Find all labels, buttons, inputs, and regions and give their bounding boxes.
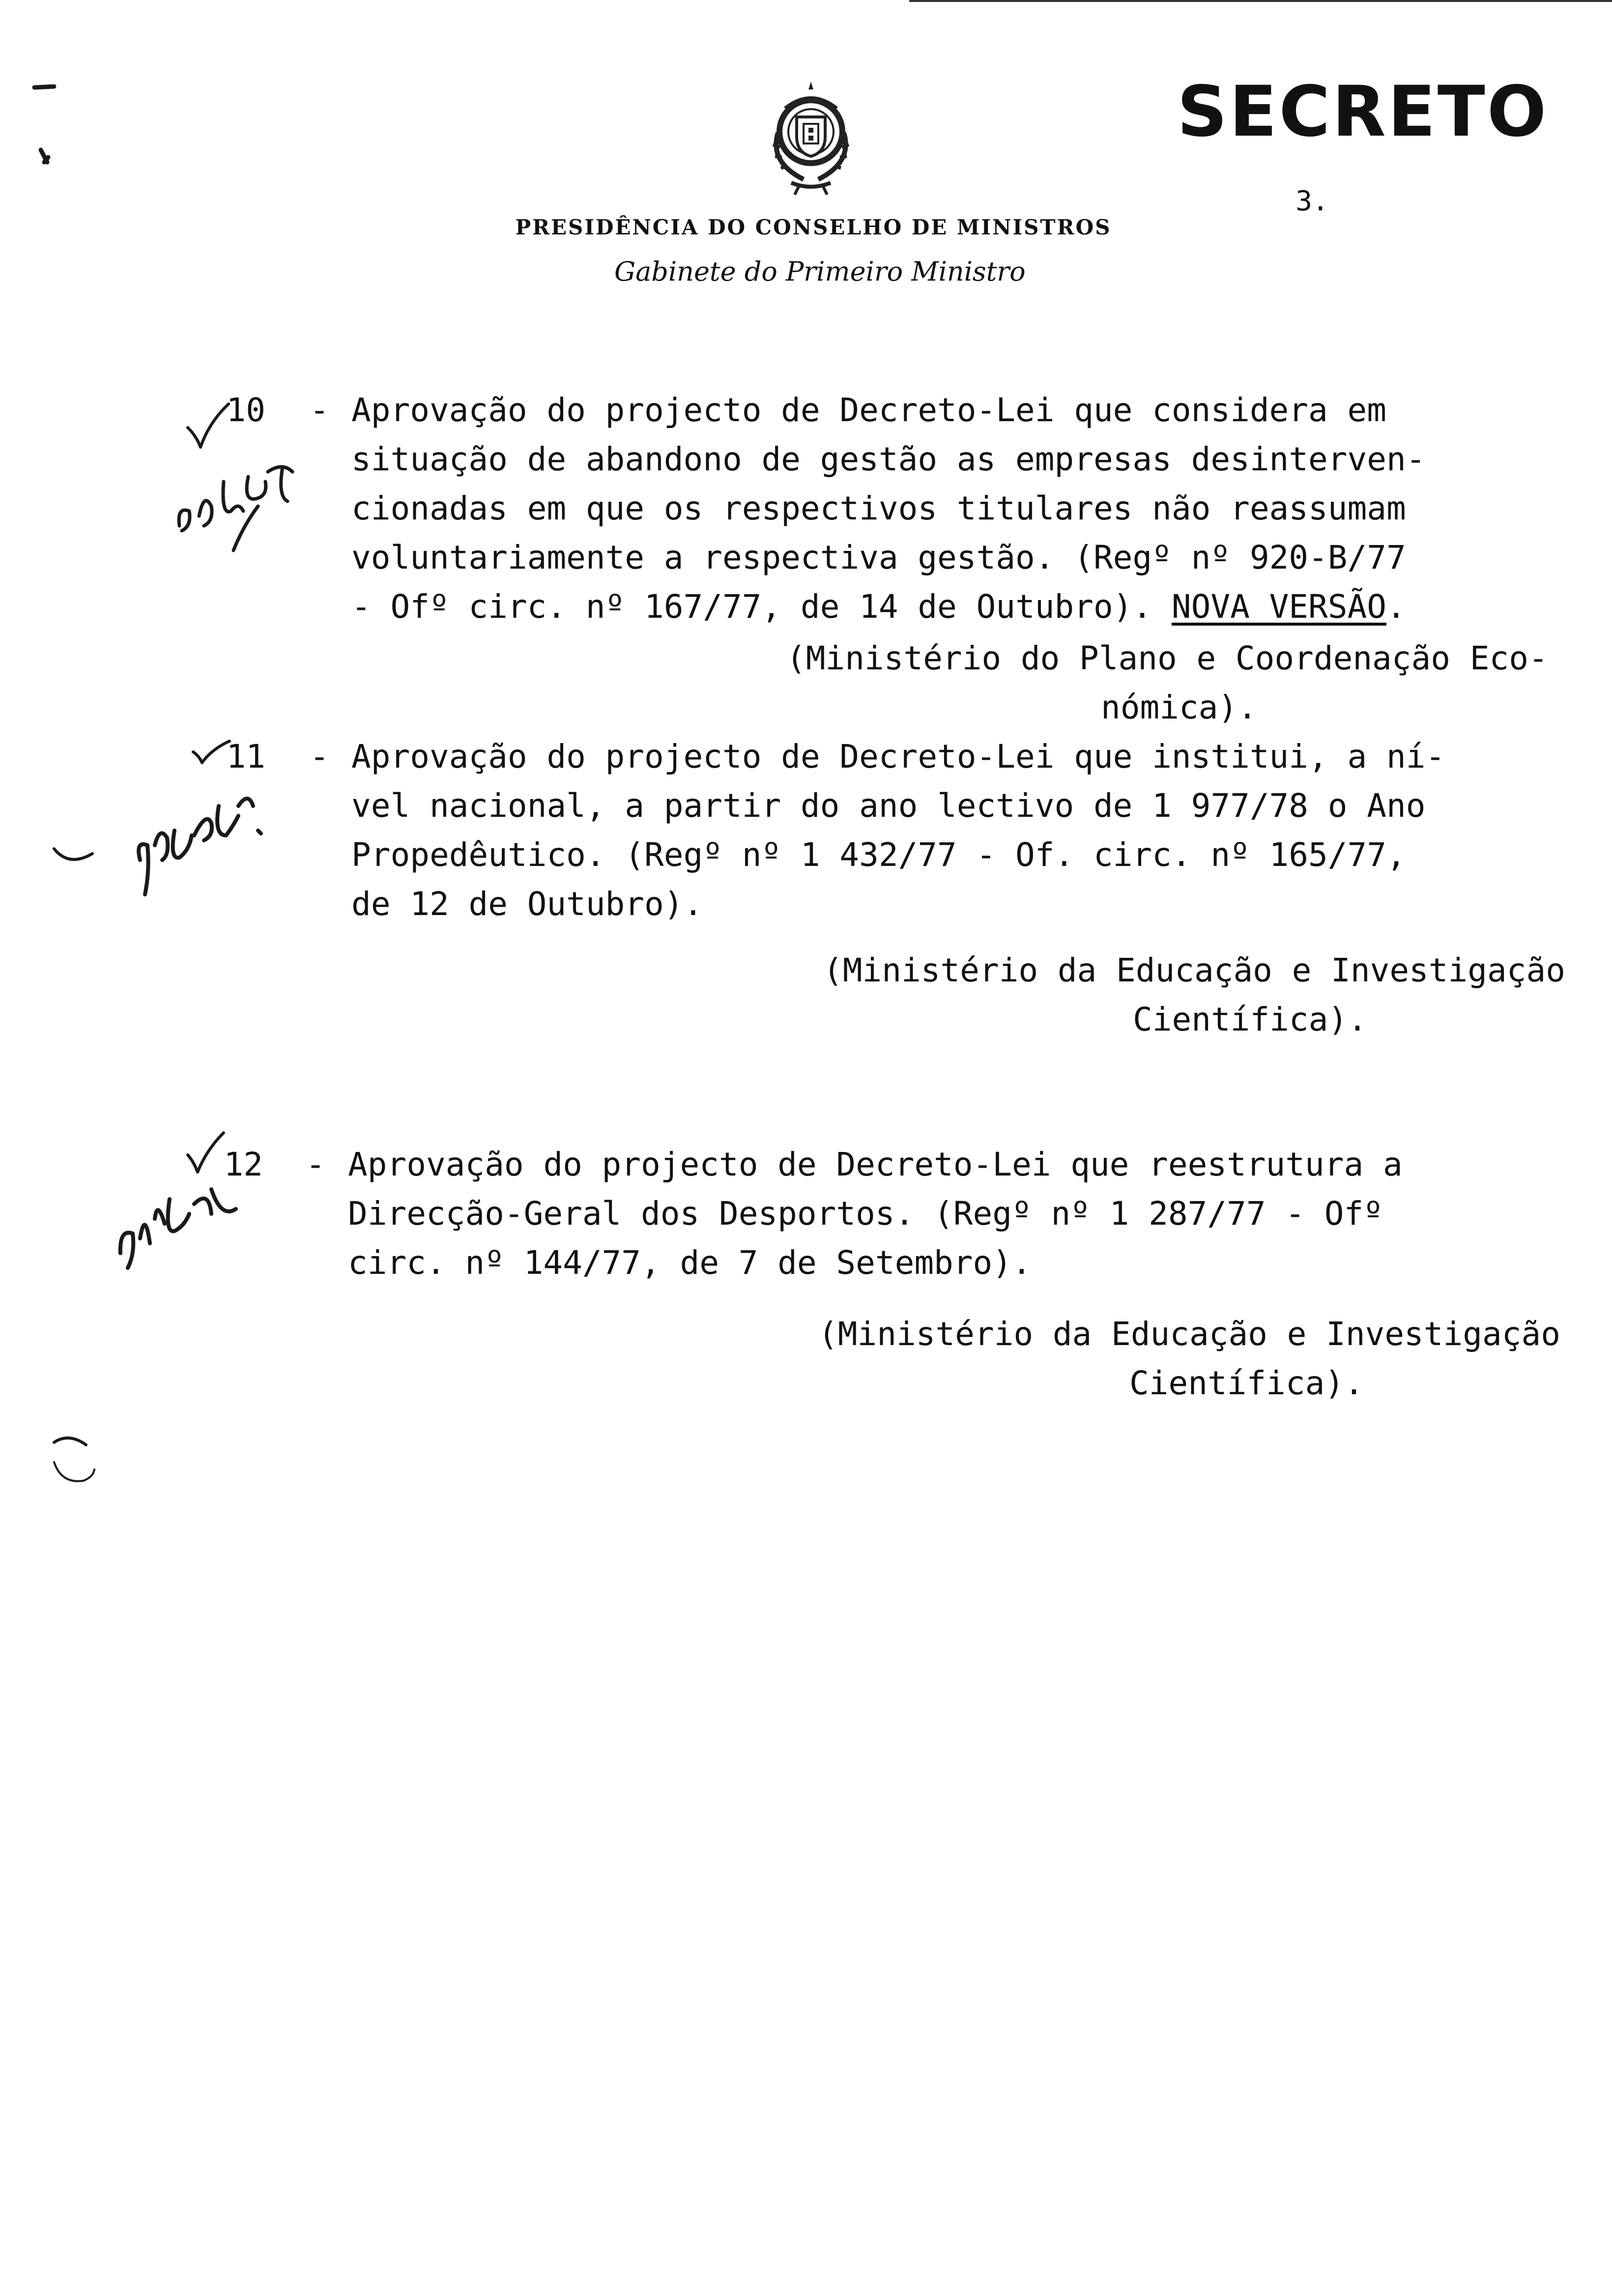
item-text-line: Aprovação do projecto de Decreto-Lei que considera em: [351, 391, 1386, 429]
organization-name: PRESIDÊNCIA DO CONSELHO DE MINISTROS: [515, 215, 1112, 239]
curve-mark: [49, 843, 98, 872]
item-dash: -: [310, 391, 329, 429]
item-number: 12: [224, 1146, 263, 1183]
new-version-label: NOVA VERSÃO: [1171, 588, 1386, 626]
margin-tick-mark: [33, 143, 58, 177]
item-text-line: vel nacional, a partir do ano lectivo de 1 977/78 o Ano: [351, 787, 1426, 825]
item-text-line: [351, 582, 1406, 631]
punch-hole-mark: [39, 1428, 108, 1492]
ministry-line: (Ministério do Plano e Coordenação Eco-: [786, 639, 1548, 677]
page-number: 3.: [1295, 185, 1329, 217]
item-dash: -: [310, 738, 329, 775]
item-number: 11: [226, 738, 265, 775]
item-dash: -: [306, 1146, 325, 1183]
item-text-line: Propedêutico. (Regº nº 1 432/77 - Of. circ. nº 165/77,: [351, 836, 1406, 874]
item-text-line: circ. nº 144/77, de 7 de Setembro).: [348, 1244, 1032, 1282]
ministry-line: Científica).: [1133, 1001, 1367, 1038]
portuguese-coat-of-arms-icon: [749, 79, 872, 197]
item-text-line: Aprovação do projecto de Decreto-Lei que reestrutura a: [348, 1146, 1403, 1183]
item-text-line: cionadas em que os respectivos titulares não reassumam: [351, 489, 1406, 527]
ministry-line: nómica).: [1101, 689, 1257, 726]
item-text-line: Direcção-Geral dos Desportos. (Regº nº 1 287/77 - Ofº: [348, 1195, 1383, 1233]
classification-stamp: SECRETO: [1177, 71, 1549, 152]
item-number: 10: [226, 391, 265, 429]
item-text-suffix: .: [1386, 588, 1406, 626]
handwritten-initials-icon: [170, 452, 302, 555]
ministry-line: Científica).: [1129, 1364, 1364, 1402]
margin-dash-mark: [29, 79, 64, 93]
item-text-line: de 12 de Outubro).: [351, 885, 703, 923]
top-edge-rule: [909, 0, 1612, 2]
office-name: Gabinete do Primeiro Ministro: [614, 256, 1026, 287]
ministry-line: (Ministério da Educação e Investigação: [823, 951, 1565, 989]
item-text-line: situação de abandono de gestão as empresas desinterven-: [351, 440, 1426, 478]
item-text-line: voluntariamente a respectiva gestão. (Regº nº 920-B/77: [351, 539, 1406, 576]
ministry-line: (Ministério da Educação e Investigação: [818, 1315, 1560, 1353]
item-text-fragment: - Ofº circ. nº 167/77, de 14 de Outubro).: [351, 588, 1172, 626]
handwritten-initials-icon: [120, 776, 268, 904]
item-text-line: Aprovação do projecto de Decreto-Lei que institui, a ní-: [351, 738, 1445, 775]
